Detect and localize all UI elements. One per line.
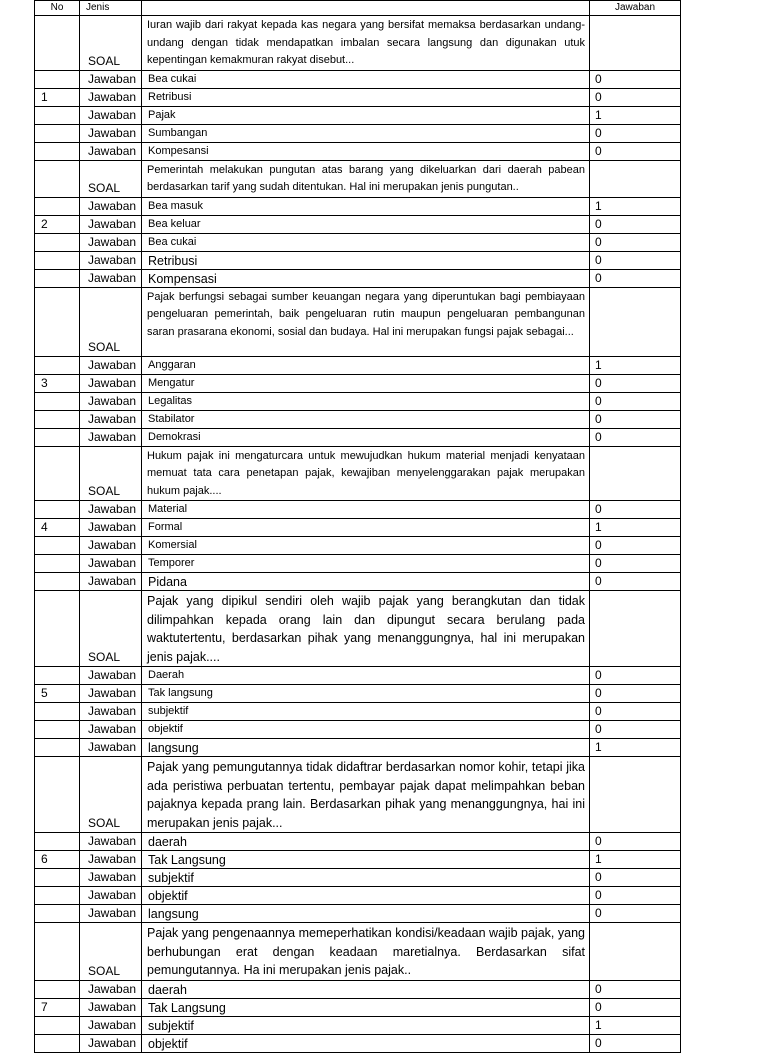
answer-value: 0 xyxy=(590,428,681,446)
option-row xyxy=(35,998,681,1016)
option-type: Jawaban xyxy=(80,142,142,160)
option-row xyxy=(35,555,681,573)
option-text: Bea cukai xyxy=(142,70,590,88)
option-type: Jawaban xyxy=(80,721,142,739)
option-text: Bea cukai xyxy=(142,233,590,251)
option-row xyxy=(35,392,681,410)
option-row xyxy=(35,374,681,392)
header-jawaban: Jawaban xyxy=(590,1,681,16)
answer-value: 0 xyxy=(590,721,681,739)
answer-value: 0 xyxy=(590,703,681,721)
soal-answer-cell xyxy=(590,757,681,833)
option-type: Jawaban xyxy=(80,905,142,923)
answer-value: 0 xyxy=(590,998,681,1016)
question-number-empty xyxy=(35,667,80,685)
soal-row xyxy=(35,287,681,356)
option-type: Jawaban xyxy=(80,269,142,287)
option-type: Jawaban xyxy=(80,215,142,233)
answer-value: 0 xyxy=(590,887,681,905)
answer-value: 0 xyxy=(590,667,681,685)
option-text: Demokrasi xyxy=(142,428,590,446)
question-number-empty xyxy=(35,573,80,591)
answer-value: 0 xyxy=(590,392,681,410)
option-text: Tak Langsung xyxy=(142,851,590,869)
question-text: Pajak yang pemungutannya tidak didaftrar berdasarkan nomor kohir, tetapi jika ada peristiwa perbuatan tertentu, pembayar pajak dapat melimpahkan beban pajaknya kepada prang lain. Berdasarkan pihak yang menanggungnya, hai ini merupakan jenis pajak... xyxy=(142,757,590,833)
option-row xyxy=(35,428,681,446)
question-number-empty xyxy=(35,233,80,251)
question-number: 1 xyxy=(35,88,80,106)
soal-no-cell xyxy=(35,923,80,981)
option-text: Mengatur xyxy=(142,374,590,392)
option-row xyxy=(35,410,681,428)
question-number-empty xyxy=(35,537,80,555)
option-text: daerah xyxy=(142,833,590,851)
option-row xyxy=(35,833,681,851)
question-number-empty xyxy=(35,142,80,160)
header-row xyxy=(35,1,681,16)
soal-label: SOAL xyxy=(80,287,142,356)
option-row xyxy=(35,197,681,215)
option-text: Retribusi xyxy=(142,251,590,269)
question-number-empty xyxy=(35,251,80,269)
soal-row xyxy=(35,446,681,501)
question-number-empty xyxy=(35,739,80,757)
option-type: Jawaban xyxy=(80,555,142,573)
option-text: langsung xyxy=(142,739,590,757)
question-number: 5 xyxy=(35,685,80,703)
option-text: Kompesansi xyxy=(142,142,590,160)
option-type: Jawaban xyxy=(80,519,142,537)
header-jenis: Jenis xyxy=(80,1,142,16)
answer-value: 1 xyxy=(590,106,681,124)
option-type: Jawaban xyxy=(80,685,142,703)
answer-value: 0 xyxy=(590,410,681,428)
option-type: Jawaban xyxy=(80,667,142,685)
question-number: 7 xyxy=(35,998,80,1016)
answer-value: 0 xyxy=(590,869,681,887)
question-number-empty xyxy=(35,833,80,851)
answer-value: 0 xyxy=(590,685,681,703)
soal-no-cell xyxy=(35,757,80,833)
soal-row xyxy=(35,923,681,981)
answer-value: 0 xyxy=(590,215,681,233)
option-text: Pajak xyxy=(142,106,590,124)
answer-value: 0 xyxy=(590,501,681,519)
answer-value: 0 xyxy=(590,980,681,998)
option-type: Jawaban xyxy=(80,233,142,251)
question-text: Pajak yang pengenaannya memeperhatikan kondisi/keadaan wajib pajak, yang berhubungan erat dengan keadaan maretialnya. Berdasarkan sifat pemungutannya. Ha ini merupakan jenis pajak.. xyxy=(142,923,590,981)
option-row xyxy=(35,142,681,160)
answer-value: 0 xyxy=(590,1034,681,1052)
soal-label: SOAL xyxy=(80,16,142,71)
option-type: Jawaban xyxy=(80,703,142,721)
soal-label: SOAL xyxy=(80,757,142,833)
answer-value: 1 xyxy=(590,739,681,757)
question-number-empty xyxy=(35,721,80,739)
option-type: Jawaban xyxy=(80,374,142,392)
question-number-empty xyxy=(35,1034,80,1052)
question-number: 2 xyxy=(35,215,80,233)
option-text: Tak Langsung xyxy=(142,998,590,1016)
option-text: Komersial xyxy=(142,537,590,555)
question-number-empty xyxy=(35,197,80,215)
question-number-empty xyxy=(35,392,80,410)
question-number-empty xyxy=(35,869,80,887)
option-text: subjektif xyxy=(142,703,590,721)
option-text: Legalitas xyxy=(142,392,590,410)
question-number-empty xyxy=(35,905,80,923)
answer-value: 0 xyxy=(590,537,681,555)
option-type: Jawaban xyxy=(80,739,142,757)
soal-no-cell xyxy=(35,287,80,356)
soal-row xyxy=(35,591,681,667)
option-type: Jawaban xyxy=(80,851,142,869)
option-text: Retribusi xyxy=(142,88,590,106)
soal-answer-cell xyxy=(590,446,681,501)
question-number-empty xyxy=(35,356,80,374)
soal-answer-cell xyxy=(590,591,681,667)
option-type: Jawaban xyxy=(80,869,142,887)
answer-key-table xyxy=(34,0,681,1053)
option-row xyxy=(35,88,681,106)
soal-answer-cell xyxy=(590,160,681,197)
answer-value: 0 xyxy=(590,142,681,160)
option-row xyxy=(35,269,681,287)
answer-value: 1 xyxy=(590,519,681,537)
question-text: Pajak berfungsi sebagai sumber keuangan negara yang diperuntukan bagi pembiayaan pengeluaran pemerintah, baik pengeluaran rutin maupun pengeluaran pembangunan saran prasarana ekonomi, sosial dan budaya. Hal ini merupakan fungsi pajak sebagai... xyxy=(142,287,590,356)
answer-value: 1 xyxy=(590,851,681,869)
answer-value: 0 xyxy=(590,374,681,392)
option-type: Jawaban xyxy=(80,88,142,106)
question-number: 3 xyxy=(35,374,80,392)
question-number-empty xyxy=(35,410,80,428)
option-row xyxy=(35,980,681,998)
option-type: Jawaban xyxy=(80,833,142,851)
question-number: 6 xyxy=(35,851,80,869)
answer-value: 0 xyxy=(590,269,681,287)
option-text: Daerah xyxy=(142,667,590,685)
option-type: Jawaban xyxy=(80,998,142,1016)
option-text: Sumbangan xyxy=(142,124,590,142)
option-row xyxy=(35,501,681,519)
header-text xyxy=(142,1,590,16)
option-row xyxy=(35,537,681,555)
question-text: Pemerintah melakukan pungutan atas barang yang dikeluarkan dari daerah pabean berdasarkan tarif yang sudah ditentukan. Hal ini merupakan jenis pungutan.. xyxy=(142,160,590,197)
soal-row xyxy=(35,757,681,833)
option-row xyxy=(35,869,681,887)
answer-value: 0 xyxy=(590,88,681,106)
question-number-empty xyxy=(35,501,80,519)
option-text: Bea keluar xyxy=(142,215,590,233)
question-number-empty xyxy=(35,106,80,124)
option-text: Pidana xyxy=(142,573,590,591)
question-number-empty xyxy=(35,555,80,573)
header-no: No xyxy=(35,1,80,16)
question-number-empty xyxy=(35,124,80,142)
question-number-empty xyxy=(35,428,80,446)
soal-row xyxy=(35,16,681,71)
question-number-empty xyxy=(35,703,80,721)
option-text: Tak langsung xyxy=(142,685,590,703)
answer-value: 0 xyxy=(590,233,681,251)
option-row xyxy=(35,356,681,374)
answer-value: 0 xyxy=(590,251,681,269)
option-type: Jawaban xyxy=(80,197,142,215)
soal-no-cell xyxy=(35,160,80,197)
soal-no-cell xyxy=(35,591,80,667)
option-row xyxy=(35,573,681,591)
answer-value: 0 xyxy=(590,573,681,591)
answer-value: 1 xyxy=(590,197,681,215)
question-number: 4 xyxy=(35,519,80,537)
option-text: daerah xyxy=(142,980,590,998)
option-row xyxy=(35,905,681,923)
question-text: Iuran wajib dari rakyat kepada kas negara yang bersifat memaksa berdasarkan undang-undang dengan tidak mendapatkan imbalan secara langsung dan digunakan utuk kepentingan kemakmuran rakyat disebut... xyxy=(142,16,590,71)
option-row xyxy=(35,70,681,88)
option-type: Jawaban xyxy=(80,410,142,428)
option-text: objektif xyxy=(142,1034,590,1052)
option-text: Bea masuk xyxy=(142,197,590,215)
option-type: Jawaban xyxy=(80,70,142,88)
option-text: Material xyxy=(142,501,590,519)
soal-answer-cell xyxy=(590,287,681,356)
answer-value: 0 xyxy=(590,905,681,923)
option-text: langsung xyxy=(142,905,590,923)
option-text: Anggaran xyxy=(142,356,590,374)
option-row xyxy=(35,703,681,721)
answer-value: 1 xyxy=(590,356,681,374)
question-number-empty xyxy=(35,887,80,905)
question-text: Pajak yang dipikul sendiri oleh wajib pajak yang berangkutan dan tidak dilimpahkan kepada orang lain dan dipungut secara berulang pada waktutertentu, berdasarkan pihak yang menanggungnya, hal ini merupakan jenis pajak.... xyxy=(142,591,590,667)
option-type: Jawaban xyxy=(80,501,142,519)
option-text: objektif xyxy=(142,887,590,905)
option-text: Stabilator xyxy=(142,410,590,428)
option-type: Jawaban xyxy=(80,251,142,269)
soal-no-cell xyxy=(35,16,80,71)
option-type: Jawaban xyxy=(80,980,142,998)
option-text: objektif xyxy=(142,721,590,739)
answer-value: 0 xyxy=(590,124,681,142)
soal-row xyxy=(35,160,681,197)
question-number-empty xyxy=(35,1016,80,1034)
answer-value: 1 xyxy=(590,1016,681,1034)
option-text: subjektif xyxy=(142,1016,590,1034)
option-row xyxy=(35,106,681,124)
option-row xyxy=(35,667,681,685)
soal-label: SOAL xyxy=(80,446,142,501)
option-row xyxy=(35,519,681,537)
option-text: Kompensasi xyxy=(142,269,590,287)
question-text: Hukum pajak ini mengaturcara untuk mewujudkan hukum material menjadi kenyataan memuat tata cara penetapan pajak, kewajiban menyelenggarakan pajak merupakan hukum pajak.... xyxy=(142,446,590,501)
option-row xyxy=(35,721,681,739)
option-text: Temporer xyxy=(142,555,590,573)
soal-answer-cell xyxy=(590,16,681,71)
option-row xyxy=(35,124,681,142)
option-type: Jawaban xyxy=(80,1034,142,1052)
answer-value: 0 xyxy=(590,555,681,573)
question-number-empty xyxy=(35,980,80,998)
option-type: Jawaban xyxy=(80,356,142,374)
option-type: Jawaban xyxy=(80,537,142,555)
soal-label: SOAL xyxy=(80,923,142,981)
soal-label: SOAL xyxy=(80,160,142,197)
option-text: Formal xyxy=(142,519,590,537)
question-number-empty xyxy=(35,70,80,88)
option-row xyxy=(35,887,681,905)
option-type: Jawaban xyxy=(80,124,142,142)
option-type: Jawaban xyxy=(80,1016,142,1034)
option-row xyxy=(35,1016,681,1034)
option-row xyxy=(35,1034,681,1052)
option-row xyxy=(35,851,681,869)
option-type: Jawaban xyxy=(80,428,142,446)
option-type: Jawaban xyxy=(80,392,142,410)
option-type: Jawaban xyxy=(80,573,142,591)
option-text: subjektif xyxy=(142,869,590,887)
soal-label: SOAL xyxy=(80,591,142,667)
option-row xyxy=(35,215,681,233)
option-row xyxy=(35,233,681,251)
soal-answer-cell xyxy=(590,923,681,981)
answer-value: 0 xyxy=(590,833,681,851)
option-type: Jawaban xyxy=(80,887,142,905)
question-number-empty xyxy=(35,269,80,287)
answer-value: 0 xyxy=(590,70,681,88)
option-row xyxy=(35,739,681,757)
soal-no-cell xyxy=(35,446,80,501)
option-row xyxy=(35,251,681,269)
option-row xyxy=(35,685,681,703)
option-type: Jawaban xyxy=(80,106,142,124)
